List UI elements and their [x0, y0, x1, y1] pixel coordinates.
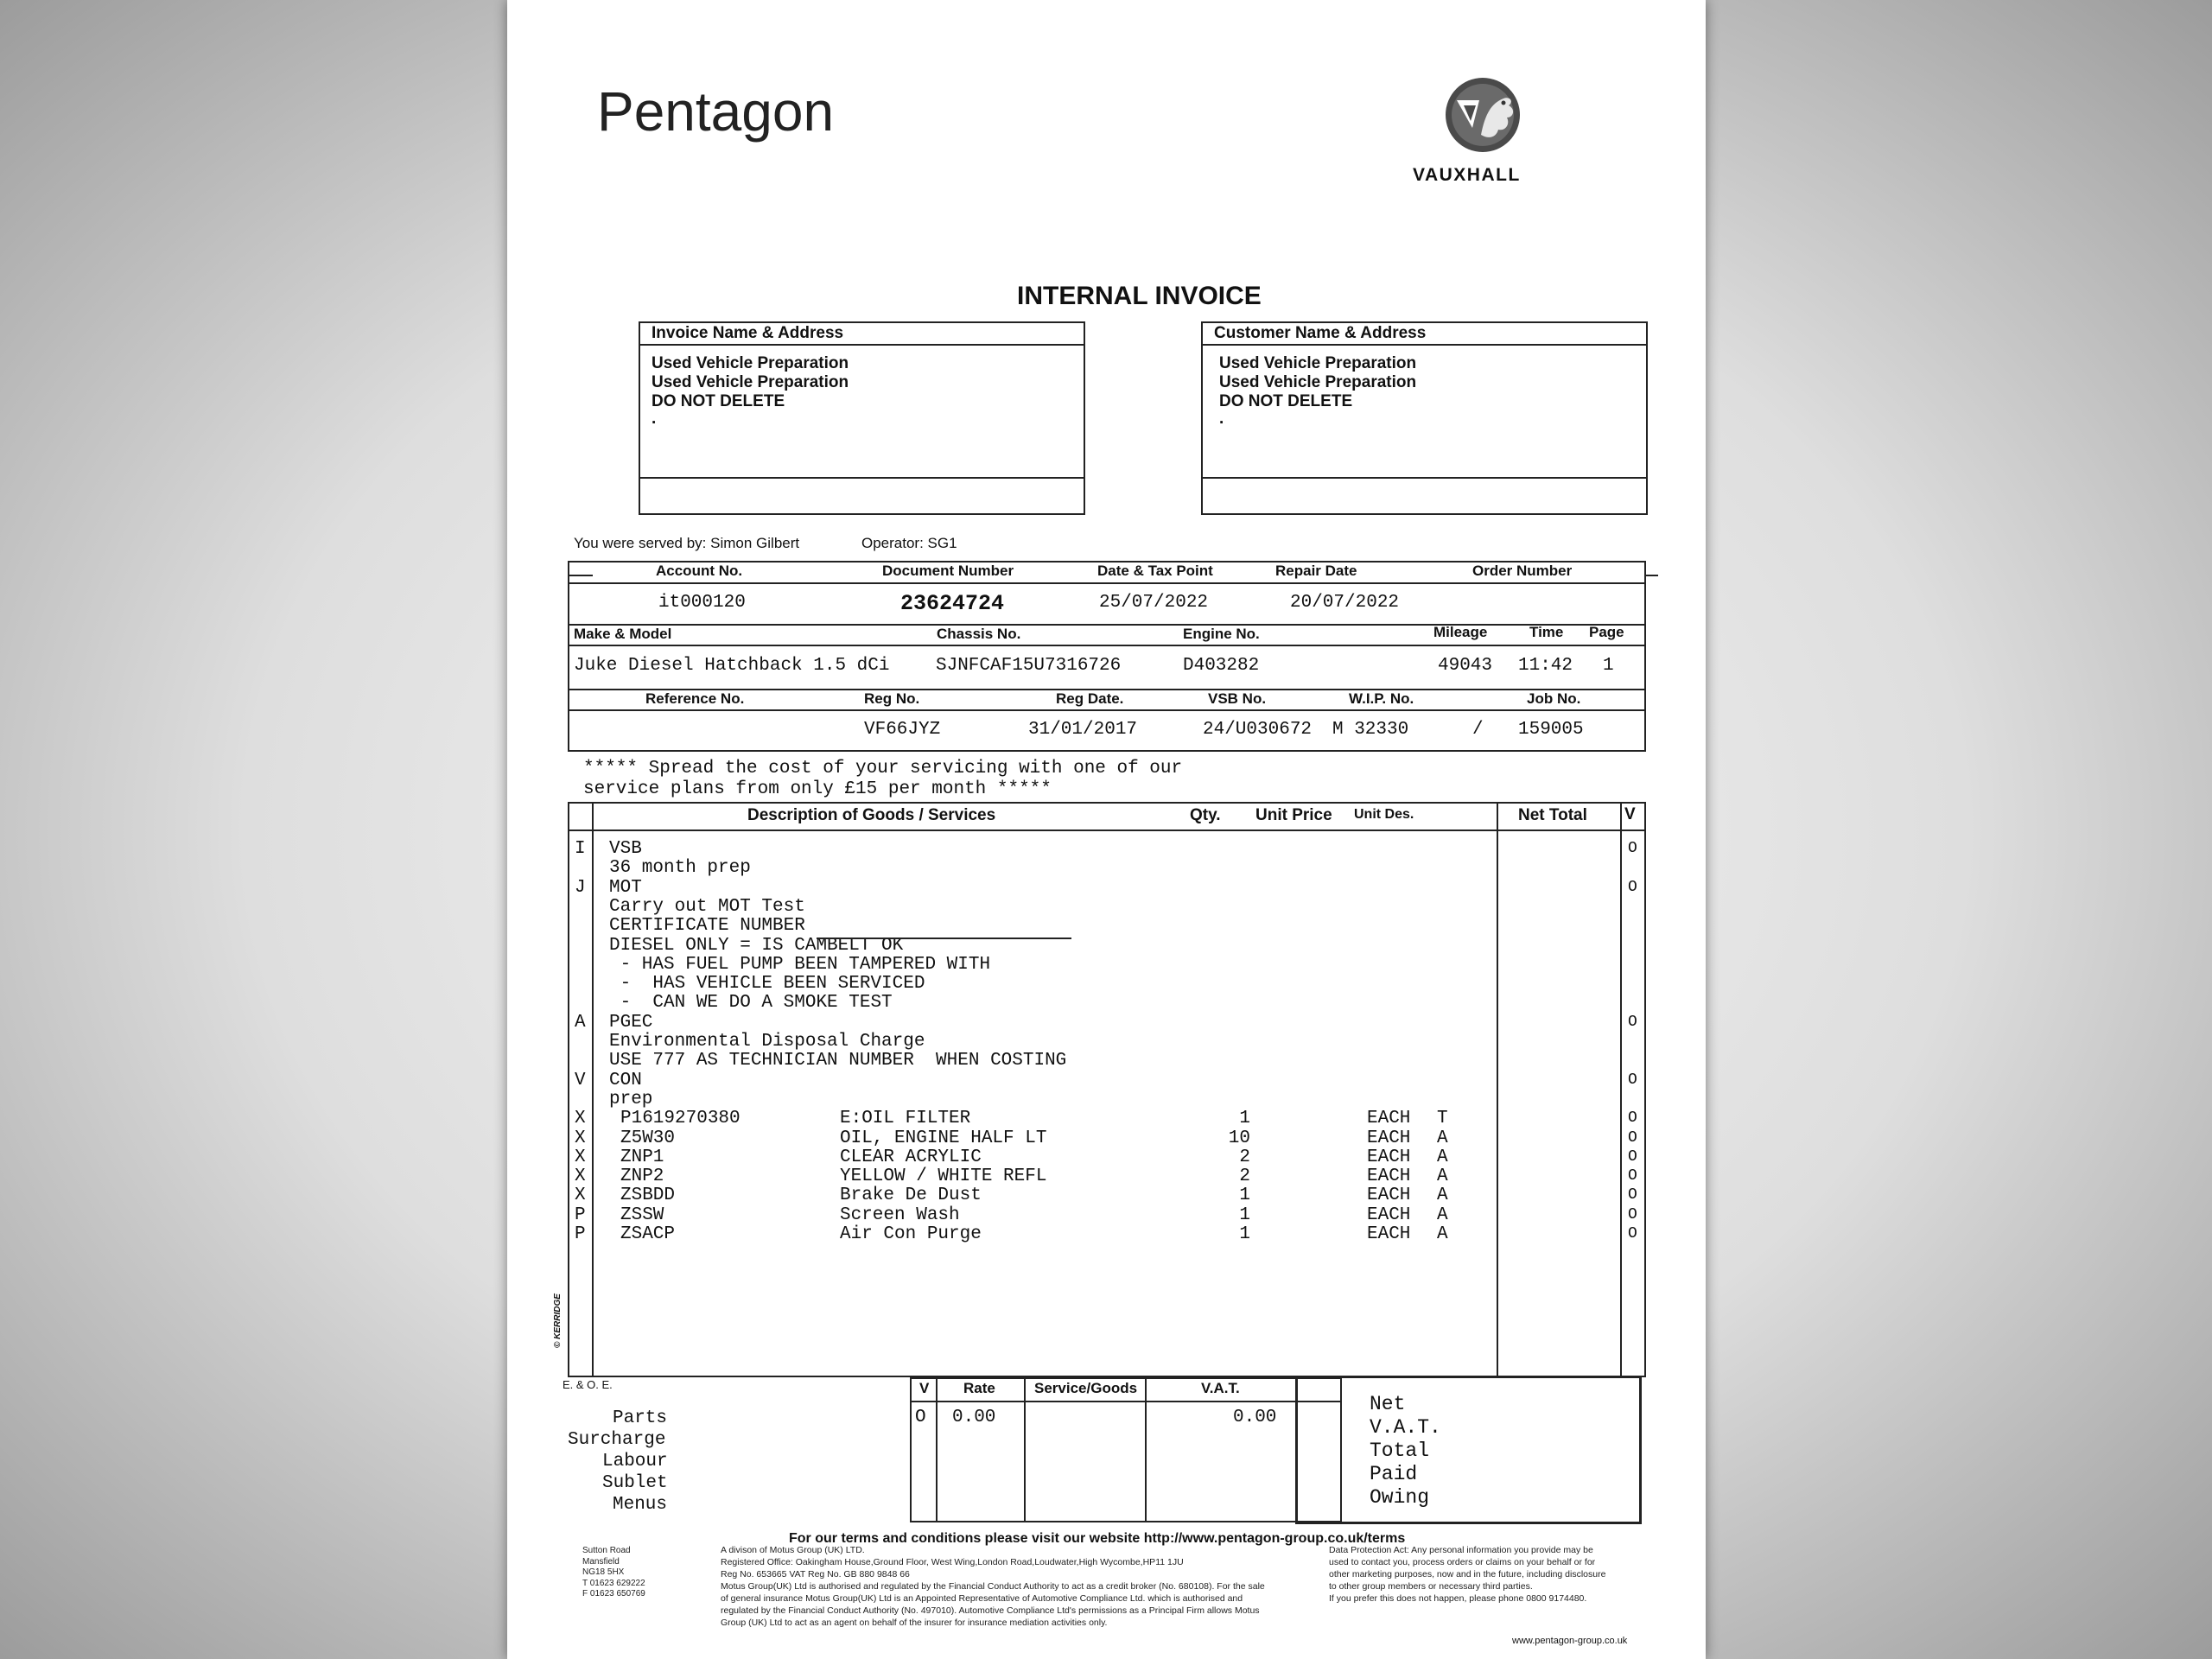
part-qty: 1	[1239, 1109, 1250, 1129]
item-description: CON	[609, 1070, 642, 1090]
item-description: prep	[609, 1089, 653, 1109]
totals-box	[1295, 1376, 1642, 1524]
item-description: PGEC	[609, 1012, 653, 1033]
part-description: E:OIL FILTER	[840, 1109, 971, 1129]
summary-label: Sublet	[602, 1473, 668, 1493]
repair-date-label: Repair Date	[1275, 563, 1357, 579]
item-v-flag: O	[1628, 840, 1637, 857]
item-code: I	[575, 839, 586, 859]
item-v-flag: O	[1628, 1071, 1637, 1089]
item-description: MOT	[609, 877, 642, 898]
part-qty: 10	[1228, 1128, 1250, 1148]
part-type: A	[1437, 1205, 1448, 1225]
invoice-address-line: Used Vehicle Preparation	[652, 373, 849, 391]
part-description: OIL, ENGINE HALF LT	[840, 1128, 1047, 1148]
wip-separator: /	[1472, 720, 1484, 740]
customer-address-line: .	[1219, 410, 1224, 428]
vauxhall-griffin-logo	[1438, 74, 1528, 156]
engine-no-label: Engine No.	[1183, 626, 1260, 642]
invoice-address-label: Invoice Name & Address	[652, 324, 844, 342]
mileage: 49043	[1438, 656, 1493, 676]
company-name: Pentagon	[597, 80, 835, 143]
job-no-label: Job No.	[1527, 690, 1581, 707]
part-unit: EACH	[1367, 1109, 1411, 1129]
document-title: INTERNAL INVOICE	[1017, 282, 1262, 310]
summary-label: Surcharge	[568, 1430, 666, 1450]
part-number: ZSSW	[620, 1205, 664, 1225]
served-by: You were served by: Simon Gilbert	[574, 535, 800, 551]
rate-value: 0.00	[952, 1408, 996, 1427]
vat-header: V.A.T.	[1201, 1380, 1240, 1396]
part-code: P	[575, 1205, 586, 1225]
item-description: DIESEL ONLY = IS CAMBELT OK	[609, 935, 904, 956]
brand-name: VAUXHALL	[1413, 165, 1521, 185]
part-v-flag: O	[1628, 1167, 1637, 1185]
mileage-label: Mileage	[1433, 624, 1488, 640]
date-tax-point: 25/07/2022	[1099, 593, 1209, 613]
items-table	[568, 802, 1646, 1377]
item-code: A	[575, 1012, 586, 1033]
totals-label: Owing	[1370, 1486, 1430, 1509]
qty-header: Qty.	[1190, 806, 1221, 824]
part-code: X	[575, 1128, 586, 1148]
vsb-no-label: VSB No.	[1208, 690, 1267, 707]
part-code: X	[575, 1166, 586, 1187]
time-label: Time	[1529, 624, 1564, 640]
part-type: A	[1437, 1166, 1448, 1187]
part-v-flag: O	[1628, 1128, 1637, 1147]
kerridge-side-label: © KERRIDGE	[553, 1294, 563, 1348]
part-v-flag: O	[1628, 1147, 1637, 1166]
totals-label: Net	[1370, 1393, 1406, 1415]
totals-label: V.A.T.	[1370, 1416, 1441, 1439]
summary-label: Menus	[613, 1495, 668, 1515]
item-description: - CAN WE DO A SMOKE TEST	[609, 993, 893, 1014]
website-link[interactable]: www.pentagon-group.co.uk	[1512, 1636, 1628, 1646]
item-code: V	[575, 1070, 586, 1090]
branch-address: Sutton Road Mansfield NG18 5HX T 01623 629222 F 01623 650769	[582, 1546, 645, 1599]
page-number: 1	[1603, 656, 1614, 676]
part-type: A	[1437, 1147, 1448, 1167]
part-description: Brake De Dust	[840, 1185, 982, 1206]
item-code: J	[575, 877, 586, 898]
invoice-page	[507, 0, 1706, 1659]
customer-address-line: Used Vehicle Preparation	[1219, 354, 1417, 372]
vsb-no: 24/U030672	[1203, 720, 1313, 740]
reg-no: VF66JYZ	[864, 720, 941, 740]
engine-no: D403282	[1183, 656, 1260, 676]
part-qty: 1	[1239, 1185, 1250, 1206]
data-protection-notice: Data Protection Act: Any personal information you provide may be used to contact you, process orders or claims on your behalf or for other marketing purposes, now and in the future, including disclosure to other group members or necessary third parties. If you prefer this does not happen, please phone 0800 9174480.	[1329, 1545, 1606, 1604]
vat-value: 0.00	[1233, 1408, 1277, 1427]
date-tax-point-label: Date & Tax Point	[1097, 563, 1213, 579]
part-code: P	[575, 1224, 586, 1244]
wip-no: M 32330	[1332, 720, 1409, 740]
part-type: T	[1437, 1109, 1448, 1129]
page-label: Page	[1589, 624, 1624, 640]
rate-header: Rate	[963, 1380, 995, 1396]
part-qty: 1	[1239, 1205, 1250, 1225]
part-unit: EACH	[1367, 1147, 1411, 1167]
item-description: CERTIFICATE NUMBER	[609, 916, 805, 937]
repair-date: 20/07/2022	[1290, 593, 1400, 613]
certificate-underline	[817, 938, 1071, 939]
reg-date: 31/01/2017	[1028, 720, 1138, 740]
totals-label: Paid	[1370, 1463, 1418, 1485]
order-number-label: Order Number	[1472, 563, 1573, 579]
totals-label: Total	[1370, 1440, 1430, 1462]
part-qty: 2	[1239, 1147, 1250, 1167]
part-description: CLEAR ACRYLIC	[840, 1147, 982, 1167]
part-description: YELLOW / WHITE REFL	[840, 1166, 1047, 1187]
invoice-address-line: DO NOT DELETE	[652, 392, 785, 410]
service-goods-header: Service/Goods	[1034, 1380, 1138, 1396]
part-type: A	[1437, 1224, 1448, 1244]
unit-des-header: Unit Des.	[1354, 807, 1414, 822]
part-description: Air Con Purge	[840, 1224, 982, 1244]
item-description: - HAS FUEL PUMP BEEN TAMPERED WITH	[609, 954, 991, 975]
operator: Operator: SG1	[861, 535, 957, 551]
vat-v-value: O	[915, 1408, 926, 1427]
make-model: Juke Diesel Hatchback 1.5 dCi	[574, 656, 890, 676]
part-unit: EACH	[1367, 1205, 1411, 1225]
part-number: ZSACP	[620, 1224, 676, 1244]
part-type: A	[1437, 1128, 1448, 1148]
reference-no-label: Reference No.	[645, 690, 745, 707]
part-number: P1619270380	[620, 1109, 741, 1129]
part-code: X	[575, 1147, 586, 1167]
reg-date-label: Reg Date.	[1056, 690, 1124, 707]
document-number: 23624724	[900, 591, 1005, 616]
summary-label: Labour	[602, 1452, 668, 1471]
part-description: Screen Wash	[840, 1205, 960, 1225]
customer-address-line: DO NOT DELETE	[1219, 392, 1353, 410]
part-unit: EACH	[1367, 1166, 1411, 1187]
terms-text: For our terms and conditions please visit our website http://www.pentagon-group.co.uk/terms	[789, 1531, 1406, 1546]
vat-table	[910, 1377, 1342, 1522]
part-qty: 1	[1239, 1224, 1250, 1244]
part-unit: EACH	[1367, 1224, 1411, 1244]
vat-v-header: V	[919, 1380, 930, 1396]
unit-price-header: Unit Price	[1255, 806, 1332, 824]
part-number: ZNP2	[620, 1166, 664, 1187]
make-model-label: Make & Model	[574, 626, 672, 642]
part-number: ZNP1	[620, 1147, 664, 1167]
part-v-flag: O	[1628, 1186, 1637, 1205]
chassis-no: SJNFCAF15U7316726	[936, 656, 1122, 676]
part-v-flag: O	[1628, 1205, 1637, 1224]
customer-address-label: Customer Name & Address	[1214, 324, 1427, 342]
item-v-flag: O	[1628, 878, 1637, 896]
item-description: Environmental Disposal Charge	[609, 1032, 925, 1052]
summary-label: Parts	[613, 1408, 668, 1428]
description-header: Description of Goods / Services	[747, 806, 996, 824]
reg-no-label: Reg No.	[864, 690, 920, 707]
v-header: V	[1624, 805, 1636, 823]
part-unit: EACH	[1367, 1128, 1411, 1148]
part-number: ZSBDD	[620, 1185, 676, 1206]
part-type: A	[1437, 1185, 1448, 1206]
invoice-address-line: .	[652, 410, 657, 428]
account-no: it000120	[658, 593, 746, 613]
wip-no-label: W.I.P. No.	[1349, 690, 1414, 707]
invoice-address-box	[639, 321, 1085, 515]
account-no-label: Account No.	[656, 563, 743, 579]
part-v-flag: O	[1628, 1225, 1637, 1243]
item-description: USE 777 AS TECHNICIAN NUMBER WHEN COSTING	[609, 1051, 1067, 1071]
part-v-flag: O	[1628, 1109, 1637, 1128]
customer-address-box	[1201, 321, 1648, 515]
chassis-no-label: Chassis No.	[937, 626, 1021, 642]
part-qty: 2	[1239, 1166, 1250, 1187]
part-number: Z5W30	[620, 1128, 676, 1148]
item-description: VSB	[609, 839, 642, 859]
company-info: A divison of Motus Group (UK) LTD. Registered Office: Oakingham House,Ground Floor, West Wing,London Road,Loudwater,High Wycombe,HP11 1JU Reg No. 653665 VAT Reg No. GB 880 9848 66 Motus Group(UK) Ltd is authorised and regulated by the Financial Conduct Authority to act as a credit broker (No. 680108). For the sale of general insurance Motus Group(UK) Ltd is an Appointed Representative of Automotive Compliance Ltd. which is authorised and regulated by the Financial Conduct Authority (No. 497010). Automotive Compliance Ltd's permissions as a Principal Firm allows Motus Group (UK) Ltd to act as an agent on behalf of the insurer for insurance mediation activities only.	[721, 1545, 1265, 1628]
invoice-address-line: Used Vehicle Preparation	[652, 354, 849, 372]
item-description: 36 month prep	[609, 858, 751, 879]
promo-line: ***** Spread the cost of your servicing with one of our	[583, 759, 1183, 779]
time: 11:42	[1518, 656, 1573, 676]
item-description: Carry out MOT Test	[609, 896, 805, 917]
promo-line: service plans from only £15 per month *****	[583, 779, 1052, 799]
part-code: X	[575, 1185, 586, 1206]
document-number-label: Document Number	[882, 563, 1014, 579]
net-total-header: Net Total	[1518, 806, 1587, 824]
customer-address-line: Used Vehicle Preparation	[1219, 373, 1417, 391]
item-description: - HAS VEHICLE BEEN SERVICED	[609, 974, 925, 995]
part-code: X	[575, 1109, 586, 1129]
eoe: E. & O. E.	[563, 1378, 613, 1391]
item-v-flag: O	[1628, 1013, 1637, 1031]
part-unit: EACH	[1367, 1185, 1411, 1206]
job-no: 159005	[1518, 720, 1584, 740]
